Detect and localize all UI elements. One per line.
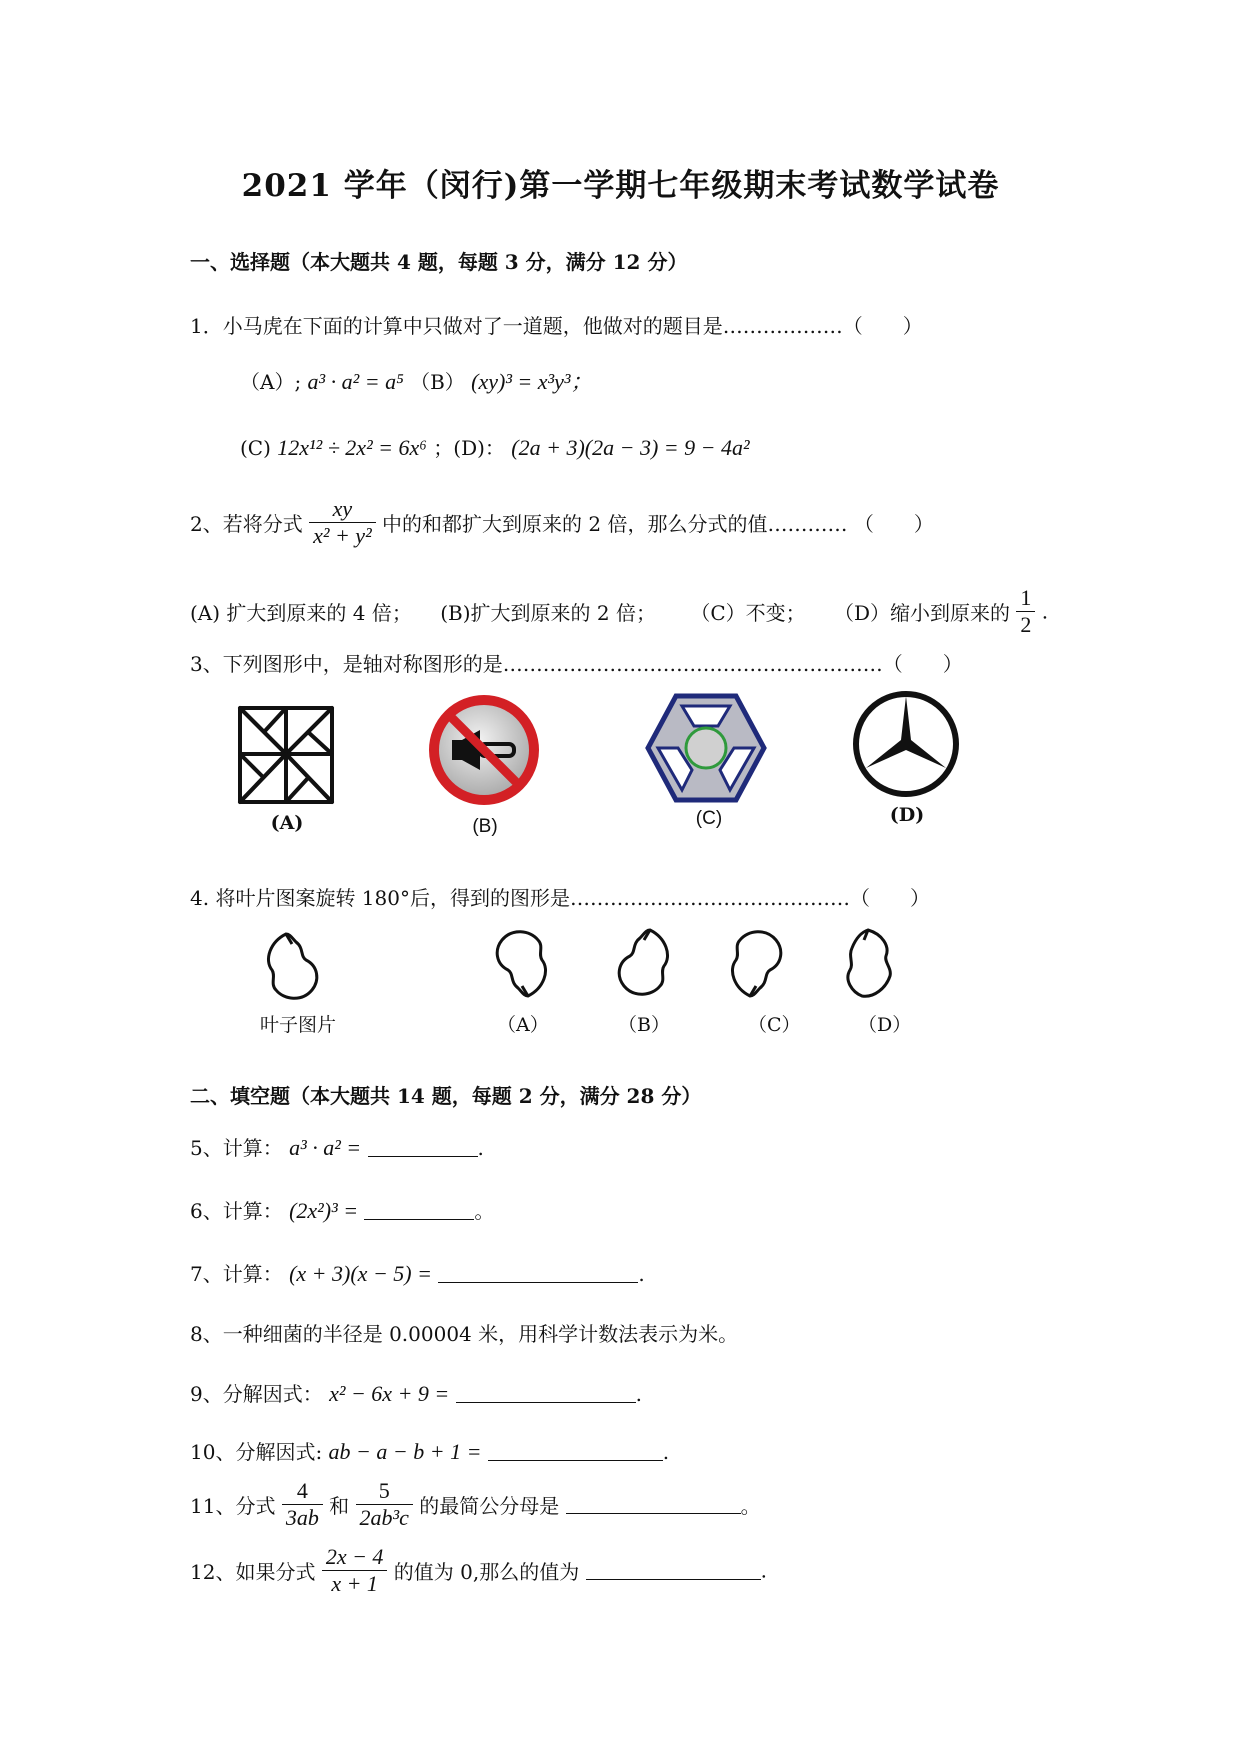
question-7 bbox=[190, 1258, 645, 1287]
q1-option-b-label: （B） bbox=[410, 370, 465, 394]
q12-fraction-denominator: x + 1 bbox=[331, 1571, 378, 1596]
question-11 bbox=[190, 1478, 761, 1531]
q2-stem-start: 2、若将分式 bbox=[190, 512, 303, 536]
q10-answer-blank[interactable] bbox=[488, 1442, 663, 1461]
q6-label: 6、计算： bbox=[190, 1199, 283, 1223]
question-12 bbox=[190, 1544, 767, 1597]
q1-option-d-label: ；(D)： bbox=[433, 436, 505, 460]
q2-fraction bbox=[309, 496, 376, 549]
leaf-original-icon bbox=[262, 930, 324, 1004]
q4-label-c: （C） bbox=[748, 1014, 801, 1036]
question-1-options-cd bbox=[240, 432, 750, 461]
question-1-stem: 1．小马虎在下面的计算中只做对了一道题，他做对的题目是………………（ ） bbox=[190, 314, 923, 338]
q4-label-b: （B） bbox=[618, 1014, 670, 1036]
q2-option-d-fraction bbox=[1016, 585, 1035, 638]
q12-label: 12、如果分式 bbox=[190, 1560, 316, 1584]
q12-fraction bbox=[322, 1544, 388, 1597]
q2-option-a: (A) 扩大到原来的 4 倍； bbox=[190, 601, 412, 625]
q9-end: . bbox=[635, 1382, 642, 1406]
q2-option-b: (B)扩大到原来的 2 倍； bbox=[440, 601, 656, 625]
q11-fraction-2 bbox=[356, 1478, 413, 1531]
q7-end: . bbox=[638, 1262, 645, 1286]
q11-label: 11、分式 bbox=[190, 1494, 276, 1518]
leaf-option-d-icon bbox=[838, 926, 900, 1000]
hexagon-aperture-figure-c bbox=[644, 692, 768, 804]
q2-option-d-end: . bbox=[1041, 599, 1049, 624]
three-pointed-star-figure-d bbox=[850, 688, 962, 800]
q11-end: 的最简公分母是 bbox=[419, 1494, 560, 1518]
question-1-options-ab bbox=[240, 365, 593, 396]
q1-option-c-math: 12x¹² ÷ 2x² = 6x⁶ bbox=[277, 435, 427, 460]
q11-and: 和 bbox=[329, 1494, 350, 1518]
question-6 bbox=[190, 1195, 494, 1224]
leaf-option-b-icon bbox=[612, 926, 674, 1000]
page-title: 2021 学年（闵行)第一学期七年级期末考试数学试卷 bbox=[241, 168, 1000, 204]
q11-fraction-1 bbox=[282, 1478, 323, 1531]
q2-fraction-denominator: x² + y² bbox=[313, 523, 372, 548]
q3-label-a: (A) bbox=[270, 812, 304, 834]
q9-answer-blank[interactable] bbox=[456, 1384, 636, 1403]
q7-math: (x + 3)(x − 5) = bbox=[289, 1261, 432, 1286]
q4-label-a: （A） bbox=[497, 1014, 549, 1036]
no-horn-sign-figure-b bbox=[428, 694, 540, 806]
question-9 bbox=[190, 1378, 642, 1407]
q12-end: 的值为 0,那么的值为 bbox=[393, 1560, 580, 1584]
question-3-stem: 3、下列图形中，是轴对称图形的是…………………………………………………（ ） bbox=[190, 652, 963, 676]
q9-label: 9、分解因式： bbox=[190, 1382, 323, 1406]
q11-answer-blank[interactable] bbox=[566, 1495, 741, 1514]
q11-fraction-2-numerator: 5 bbox=[356, 1478, 413, 1505]
q10-label: 10、分解因式: bbox=[190, 1440, 323, 1464]
q5-label: 5、计算： bbox=[190, 1136, 283, 1160]
question-2-stem bbox=[190, 496, 934, 549]
q6-end: 。 bbox=[474, 1199, 495, 1223]
question-10 bbox=[190, 1436, 669, 1465]
q11-fraction-2-denominator: 2ab³c bbox=[359, 1505, 409, 1530]
q6-answer-blank[interactable] bbox=[364, 1201, 474, 1220]
pinwheel-figure-a bbox=[236, 704, 336, 806]
q11-fraction-1-denominator: 3ab bbox=[285, 1505, 319, 1530]
question-8: 8、一种细菌的半径是 0.00004 米，用科学计数法表示为米。 bbox=[190, 1322, 739, 1346]
q10-math: ab − a − b + 1 = bbox=[328, 1439, 482, 1464]
q12-end2: . bbox=[760, 1558, 767, 1583]
q2-option-d-numerator: 1 bbox=[1016, 585, 1035, 612]
q10-end: . bbox=[662, 1440, 670, 1464]
question-5 bbox=[190, 1132, 484, 1161]
q1-option-d-math: (2a + 3)(2a − 3) = 9 − 4a² bbox=[511, 435, 750, 460]
q3-label-d: (D) bbox=[889, 804, 925, 826]
q6-math: (2x²)³ = bbox=[289, 1198, 359, 1223]
q12-answer-blank[interactable] bbox=[586, 1561, 761, 1580]
q2-option-d-denominator: 2 bbox=[1020, 612, 1032, 637]
section-fill-heading: 二、填空题（本大题共 14 题，每题 2 分，满分 28 分） bbox=[190, 1084, 702, 1108]
section-choice-heading: 一、选择题（本大题共 4 题，每题 3 分，满分 12 分） bbox=[190, 250, 688, 274]
q3-label-b: (B) bbox=[472, 816, 498, 837]
q11-end2: 。 bbox=[740, 1494, 761, 1518]
q9-math: x² − 6x + 9 = bbox=[329, 1381, 450, 1406]
q3-label-c: (C) bbox=[695, 808, 723, 829]
q11-fraction-1-numerator: 4 bbox=[282, 1478, 323, 1505]
question-4-stem: 4. 将叶片图案旋转 180°后，得到的图形是……………………………………（ ） bbox=[190, 886, 930, 910]
q12-fraction-numerator: 2x − 4 bbox=[322, 1544, 388, 1571]
q1-option-a-math: a³ · a² = a⁵ bbox=[307, 369, 404, 394]
q5-math: a³ · a² = bbox=[289, 1135, 362, 1160]
q4-label-d: （D） bbox=[858, 1014, 912, 1036]
q1-option-c-label: (C) bbox=[240, 436, 271, 460]
q7-label: 7、计算： bbox=[190, 1262, 283, 1286]
q2-stem-end: 中的和都扩大到原来的 2 倍，那么分式的值………… （ ） bbox=[382, 512, 934, 536]
question-2-options bbox=[190, 585, 1048, 638]
q2-fraction-numerator: xy bbox=[309, 496, 376, 523]
q2-option-c: （C）不变； bbox=[690, 601, 806, 625]
q1-option-b-math: (xy)³ = x³y³； bbox=[471, 369, 593, 394]
leaf-option-a-icon bbox=[490, 926, 552, 1000]
q7-answer-blank[interactable] bbox=[438, 1264, 638, 1283]
q4-original-label: 叶子图片 bbox=[260, 1014, 337, 1036]
q1-option-a-label: （A）; bbox=[240, 370, 302, 394]
q5-answer-blank[interactable] bbox=[368, 1138, 478, 1157]
leaf-option-c-icon bbox=[726, 926, 788, 1000]
q5-end: . bbox=[477, 1136, 484, 1160]
q2-option-d: （D）缩小到原来的 bbox=[834, 601, 1011, 625]
